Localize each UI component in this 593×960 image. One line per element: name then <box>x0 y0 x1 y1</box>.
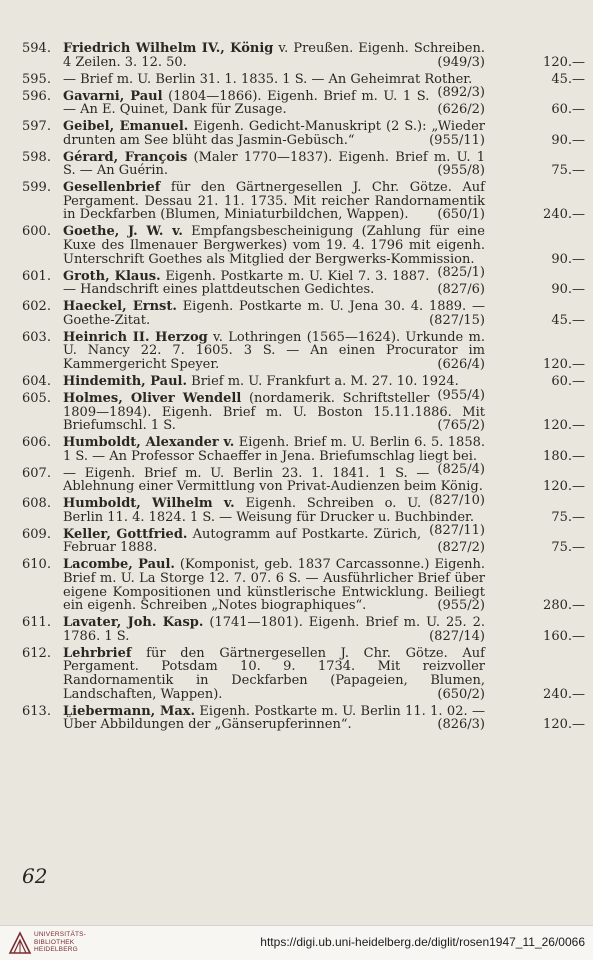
catalog-entry <box>0 90 593 117</box>
entry-number: 599. <box>22 180 51 196</box>
entry-name: Keller, Gottfried. <box>63 526 188 542</box>
entry-text: (1741—1801). Eigenh. Brief m. U. 25. 2. 1786. 1 S. <box>63 615 485 644</box>
catalog-entry <box>0 42 593 69</box>
entry-number: 612. <box>22 645 51 661</box>
entry-reference: (827/6) <box>437 282 485 298</box>
library-name-line-3: HEIDELBERG <box>34 946 78 953</box>
entry-name: Gérard, François <box>63 149 188 165</box>
entry-price: 90.— <box>551 251 585 267</box>
entry-number: 609. <box>22 526 51 542</box>
entry-text: Eigenh. Postkarte m. U. Kiel 7. 3. 1887. — Handschrift eines plattdeutschen Gedichtes. <box>63 268 430 298</box>
entry-text: Empfangsbescheinigung (Zahlung für eine Kuxe des Ilmenauer Bergwerkes) vom 19. 4. 1796 mit eigenh. Unterschrift Goethes als Mitglied der Bergwerks-Kommission. <box>63 224 485 267</box>
entry-price: 160.— <box>543 628 585 644</box>
entry-reference: (626/2) <box>437 102 485 118</box>
entry-number: 604. <box>22 373 51 389</box>
entry-number: 597. <box>22 119 51 135</box>
entry-description <box>63 392 485 433</box>
catalog-entry <box>0 331 593 372</box>
entry-reference: (955/2) <box>437 598 485 614</box>
entry-description <box>63 181 485 222</box>
catalog-entry <box>0 705 593 732</box>
footer-bar <box>0 925 593 960</box>
entry-reference: (650/2) <box>437 686 485 702</box>
entry-number: 603. <box>22 329 51 345</box>
entry-text: Eigenh. Postkarte m. U. Jena 30. 4. 1889. — Goethe-Zitat. <box>63 299 485 328</box>
entry-text: Autogramm auf Postkarte. Zürich, Februar 1888. <box>63 526 422 556</box>
entry-description <box>63 151 485 178</box>
entry-price: 45.— <box>551 312 585 328</box>
entry-text: für den Gärtnergesellen J. Chr. Götze. Auf Pergament. Potsdam 10. 9. 1734. Mit reizvoller Randornamentik in Deckfarben (Papageien, Blumen, Landschaften, Wappen). <box>63 645 485 702</box>
catalog-entry <box>0 558 593 612</box>
entry-name: Humboldt, Wilhelm v. <box>63 496 235 512</box>
entry-description <box>63 270 485 297</box>
entry-price: 120.— <box>543 356 585 372</box>
entry-text: (Komponist, geb. 1837 Carcassonne.) Eigenh. Brief m. U. La Storge 12. 7. 07. 6 S. — Ausführlicher Brief über eigene Kompositionen und künstlerische Entwicklung. Beiliegt ein eigenh. Schreiben „Notes biographiques“. <box>63 557 485 614</box>
entry-price: 120.— <box>543 479 585 495</box>
catalog-entry <box>0 151 593 178</box>
entry-price: 45.— <box>551 71 585 87</box>
entry-number: 595. <box>22 71 51 87</box>
catalog-entry <box>0 647 593 701</box>
entry-name: Friedrich Wilhelm IV., König <box>63 41 274 56</box>
entry-name: Groth, Klaus. <box>63 268 161 284</box>
entry-number: 613. <box>22 703 51 719</box>
entry-text: Eigenh. Schreiben o. U. Berlin 11. 4. 1824. 1 S. — Weisung für Drucker u. Buchbinder. <box>63 496 474 525</box>
library-name <box>34 931 86 954</box>
library-name-line-1: UNIVERSITÄTS- <box>34 931 87 938</box>
entry-name: Liebermann, Max. <box>63 703 196 719</box>
entry-description <box>63 120 485 147</box>
entry-name: Heinrich II. Herzog <box>63 329 208 345</box>
entry-text: (nordamerik. Schriftsteller 1809—1894). Eigenh. Brief m. U. Boston 15.11.1886. Mit Briefumschl. 1 S. <box>63 390 485 434</box>
entry-description <box>63 300 485 327</box>
entry-price: 120.— <box>543 54 585 70</box>
entry-text: (Maler 1770—1837). Eigenh. Brief m. U. 1 S. — An Guérin. <box>63 149 485 179</box>
catalog-entry <box>0 300 593 327</box>
entry-description <box>63 558 485 612</box>
catalog-entry <box>0 392 593 433</box>
entry-description <box>63 705 485 732</box>
entry-name: Lehrbrief <box>63 645 132 661</box>
entry-number: 596. <box>22 88 51 104</box>
entry-number: 600. <box>22 224 51 240</box>
entry-number: 598. <box>22 149 51 165</box>
entry-price: 75.— <box>551 163 585 179</box>
entry-reference: (626/4) <box>437 356 485 372</box>
entry-text: — Brief m. U. Berlin 31. 1. 1835. 1 S. — An Geheimrat Rother. <box>63 71 473 87</box>
entry-reference: (827/11) <box>429 523 485 539</box>
page-number: 62 <box>22 864 48 888</box>
entry-number: 607. <box>22 465 51 481</box>
catalog-entries <box>0 42 593 732</box>
entry-name: Goethe, J. W. v. <box>63 224 183 240</box>
entry-name: Gesellenbrief <box>63 180 161 196</box>
entry-name: Haeckel, Ernst. <box>63 299 177 315</box>
entry-reference: (826/3) <box>437 717 485 733</box>
entry-price: 120.— <box>543 418 585 434</box>
entry-number: 610. <box>22 557 51 573</box>
entry-price: 75.— <box>551 540 585 556</box>
entry-price: 60.— <box>551 373 585 389</box>
entry-reference: (955/8) <box>437 163 485 179</box>
entry-reference: (955/11) <box>429 132 485 148</box>
entry-reference: (827/2) <box>437 540 485 556</box>
entry-name: Geibel, Emanuel. <box>63 119 189 135</box>
entry-text: (1804—1866). Eigenh. Brief m. U. 1 S. — An E. Quinet, Dank für Zusage. <box>63 88 430 118</box>
entry-text: Brief m. U. Frankfurt a. M. 27. 10. 1924. <box>187 373 459 389</box>
entry-name: Holmes, Oliver Wendell <box>63 390 242 406</box>
entry-number: 601. <box>22 268 51 284</box>
entry-price: 90.— <box>551 282 585 298</box>
entry-reference: (955/4) <box>437 387 485 403</box>
entry-reference: (827/15) <box>429 312 485 328</box>
entry-description <box>63 528 485 555</box>
entry-price: 75.— <box>551 509 585 525</box>
entry-text: für den Gärtnergesellen J. Chr. Götze. Auf Pergament. Dessau 21. 11. 1735. Mit reicher Randornamentik in Deckfarben (Blumen, Miniaturbildchen, Wappen). <box>63 180 485 223</box>
catalog-entry <box>0 270 593 297</box>
catalog-entry <box>0 120 593 147</box>
entry-price: 240.— <box>543 207 585 223</box>
entry-reference: (892/3) <box>437 85 485 101</box>
entry-description <box>63 90 485 117</box>
entry-name: Gavarni, Paul <box>63 88 163 104</box>
entry-description <box>63 647 485 701</box>
entry-text: v. Preußen. Eigenh. Schreiben. 4 Zeilen. 3. 12. 50. <box>63 41 485 70</box>
entry-number: 606. <box>22 435 51 451</box>
entry-reference: (825/4) <box>437 462 485 478</box>
university-library-logo-icon <box>8 931 32 955</box>
entry-description <box>63 331 485 372</box>
entry-number: 594. <box>22 41 51 56</box>
entry-price: 60.— <box>551 102 585 118</box>
entry-reference: (827/14) <box>429 628 485 644</box>
entry-number: 608. <box>22 496 51 512</box>
entry-description <box>63 435 486 478</box>
entry-text: v. Lothringen (1565—1624). Urkunde m. U. Nancy 22. 7. 1605. 3 S. — An einen Procurator im Kammergericht Speyer. <box>63 329 485 372</box>
catalog-entry <box>0 616 593 643</box>
entry-number: 602. <box>22 299 51 315</box>
entry-price: 240.— <box>543 686 585 702</box>
entry-name: Lavater, Joh. Kasp. <box>63 615 204 631</box>
entry-name: Humboldt, Alexander v. <box>63 435 235 451</box>
entry-text: Eigenh. Postkarte m. U. Berlin 11. 1. 02. — Über Abbildungen der „Gänserupferinnen“. <box>63 703 485 733</box>
entry-number: 605. <box>22 390 51 406</box>
entry-text: Eigenh. Brief m. U. Berlin 6. 5. 1858. 1 S. — An Professor Schaeffer in Jena. Briefumschlag liegt bei. <box>63 435 486 464</box>
catalog-entry <box>0 181 593 222</box>
entry-price: 280.— <box>543 598 585 614</box>
entry-name: Lacombe, Paul. <box>63 557 175 573</box>
entry-description <box>63 42 485 69</box>
entry-reference: (827/10) <box>429 492 485 508</box>
entry-reference: (825/1) <box>437 265 485 281</box>
catalog-entry <box>0 528 593 555</box>
permalink-url[interactable]: https://digi.ub.uni-heidelberg.de/diglit/rosen1947_11_26/0066 <box>260 935 585 949</box>
entry-number: 611. <box>22 615 51 631</box>
entry-text: Eigenh. Gedicht-Manuskript (2 S.): „Wieder drunten am See blüht das Jasmin-Gebüsch.“ <box>63 119 485 148</box>
entry-name: Hindemith, Paul. <box>63 373 188 389</box>
entry-reference: (650/1) <box>437 207 485 223</box>
entry-price: 120.— <box>543 717 585 733</box>
entry-price: 90.— <box>551 132 585 148</box>
entry-price: 180.— <box>543 448 585 464</box>
entry-reference: (765/2) <box>437 418 485 434</box>
entry-description <box>63 616 485 643</box>
library-name-line-2: BIBLIOTHEK <box>34 938 75 946</box>
entry-text: — Eigenh. Brief m. U. Berlin 23. 1. 1841. 1 S. — Ablehnung einer Vermittlung von Privat-Audienzen beim König. <box>63 465 483 495</box>
entry-reference: (949/3) <box>437 54 485 70</box>
